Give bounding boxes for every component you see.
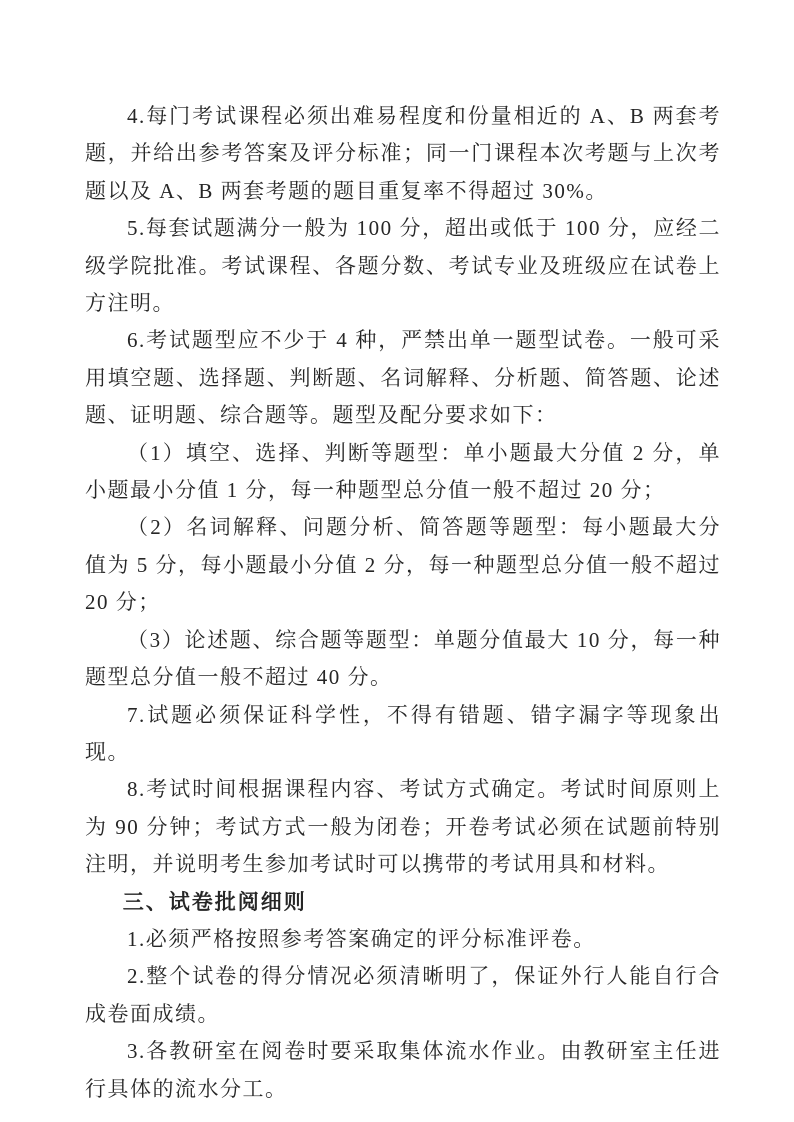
grading-rule-2: 2.整个试卷的得分情况必须清晰明了，保证外行人能自行合成卷面成绩。: [85, 964, 721, 1026]
document-body: [85, 98, 721, 1108]
rule-item-6: 6.考试题型应不少于 4 种，严禁出单一题型试卷。一般可采用填空题、选择题、判断题、名词解释、分析题、简答题、论述题、证明题、综合题等。题型及配分要求如下：: [85, 328, 721, 428]
rule-item-6-sub-1: （1）填空、选择、判断等题型：单小题最大分值 2 分，单小题最小分值 1 分，每一种题型总分值一般不超过 20 分；: [85, 440, 721, 503]
rule-item-4: 4.每门考试课程必须出难易程度和份量相近的 A、B 两套考题，并给出参考答案及评分标准；同一门课程本次考题与上次考题以及 A、B 两套考题的题目重复率不得超过 30%。: [85, 104, 721, 203]
rule-item-6-sub-3: （3）论述题、综合题等题型：单题分值最大 10 分，每一种题型总分值一般不超过 40 分。: [85, 627, 721, 690]
rule-item-5: 5.每套试题满分一般为 100 分，超出或低于 100 分，应经二级学院批准。考试课程、各题分数、考试专业及班级应在试卷上方注明。: [85, 216, 721, 316]
section-heading-grading-rules: 三、试卷批阅细则: [122, 889, 307, 914]
rule-item-7: 7.试题必须保证科学性，不得有错题、错字漏字等现象出现。: [85, 702, 721, 764]
rule-item-8: 8.考试时间根据课程内容、考试方式确定。考试时间原则上为 90 分钟；考试方式一般为闭卷；开卷考试必须在试题前特别注明，并说明考生参加考试时可以携带的考试用具和材料。: [85, 777, 721, 877]
grading-rule-1: 1.必须严格按照参考答案确定的评分标准评卷。: [127, 926, 596, 951]
rule-item-6-sub-2: （2）名词解释、问题分析、简答题等题型：每小题最大分值为 5 分，每小题最小分值 2 分，每一种题型总分值一般不超过 20 分；: [85, 515, 721, 615]
grading-rule-3: 3.各教研室在阅卷时要采取集体流水作业。由教研室主任进行具体的流水分工。: [85, 1039, 721, 1101]
